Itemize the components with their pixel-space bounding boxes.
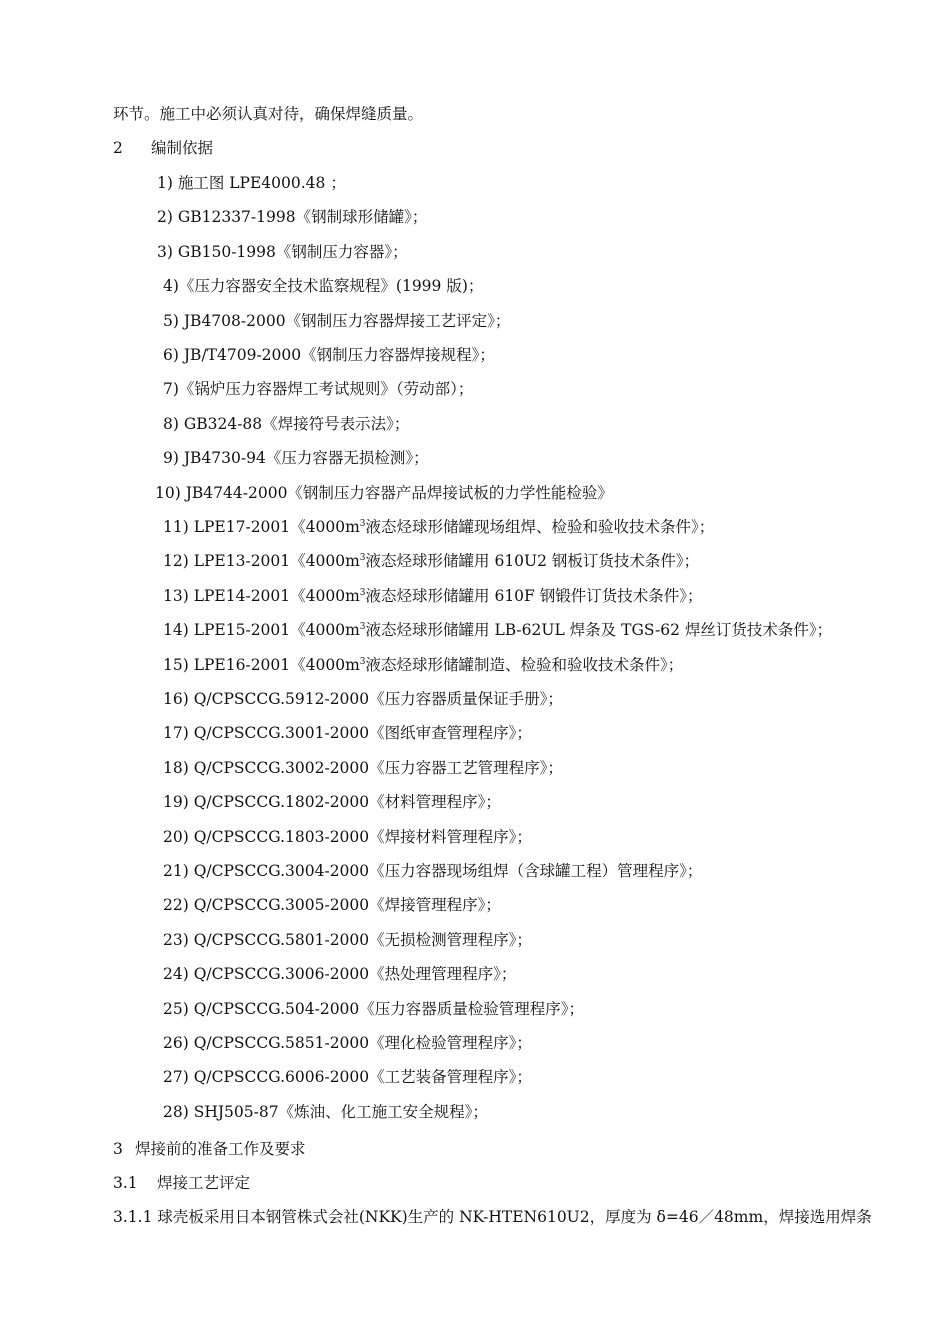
reference-text: 22) Q/CPSCCG.3005-2000《焊接管理程序》； [163,896,501,914]
reference-text: 25) Q/CPSCCG.504-2000《压力容器质量检验管理程序》； [163,1000,585,1018]
superscript: 3 [359,621,366,632]
reference-text: 16) Q/CPSCCG.5912-2000《压力容器质量保证手册》； [163,690,563,708]
superscript: 3 [359,656,366,667]
reference-text: 24) Q/CPSCCG.3006-2000《热处理管理程序》； [163,965,517,983]
reference-text: 5) JB4708-2000《钢制压力容器焊接工艺评定》； [163,312,511,330]
section-number: 3 [113,1140,123,1158]
reference-text: 2) GB12337-1998《钢制球形储罐》； [157,208,428,226]
reference-item [163,345,495,365]
reference-text: 20) Q/CPSCCG.1803-2000《焊接材料管理程序》； [163,828,532,846]
reference-text: 23) Q/CPSCCG.5801-2000《无损检测管理程序》； [163,931,532,949]
reference-text-pre: 12) LPE13-2001《4000m [163,552,360,570]
reference-item [163,1033,532,1053]
reference-text: 19) Q/CPSCCG.1802-2000《材料管理程序》； [163,793,501,811]
superscript: 3 [359,587,366,598]
paragraph-3-1-1: 3.1.1 球壳板采用日本钢管株式会社(NKK)生产的 NK-HTEN610U2，厚度为 δ=46／48mm，焊接选用焊条 [113,1208,872,1226]
reference-item [163,999,584,1019]
section-number: 2 [113,139,123,157]
reference-text: 26) Q/CPSCCG.5851-2000《理化检验管理程序》； [163,1034,532,1052]
reference-item [163,379,473,399]
reference-item [163,827,532,847]
reference-item [163,964,516,984]
reference-text-pre: 11) LPE17-2001《4000m [163,518,360,536]
reference-item [163,792,501,812]
reference-text-post: 液态烃球形储罐用 LB-62UL 焊条及 TGS-62 焊丝订货技术条件》； [365,621,833,639]
reference-text-post: 液态烃球形储罐用 610U2 钢板订货技术条件》； [365,552,700,570]
reference-item [163,655,683,675]
reference-text-post: 液态烃球形储罐制造、检验和验收技术条件》； [365,656,684,674]
reference-item [163,861,702,881]
reference-item [163,1102,488,1122]
reference-text: 27) Q/CPSCCG.6006-2000《工艺装备管理程序》； [163,1068,532,1086]
reference-item [163,723,532,743]
reference-text: 8) GB324-88《焊接符号表示法》； [163,415,410,433]
reference-item [163,895,501,915]
superscript: 3 [359,518,366,529]
superscript: 3 [359,552,366,563]
reference-item [163,620,832,640]
intro-line: 环节。施工中必须认真对待，确保焊缝质量。 [113,105,424,123]
reference-text-pre: 15) LPE16-2001《4000m [163,656,360,674]
reference-text-pre: 13) LPE14-2001《4000m [163,587,360,605]
reference-item [163,551,699,571]
reference-item [163,1067,532,1087]
reference-text-post: 液态烃球形储罐现场组焊、检验和验收技术条件》； [365,518,715,536]
reference-item [155,483,613,503]
reference-text: 3) GB150-1998《钢制压力容器》； [157,243,408,261]
reference-text: 28) SHJ505-87《炼油、化工施工安全规程》； [163,1103,488,1121]
section-3-1-heading [113,1173,250,1193]
reference-item [157,242,408,262]
reference-item [163,311,510,331]
reference-item [163,930,532,950]
section-title: 焊接工艺评定 [157,1174,251,1192]
reference-text: 10) JB4744-2000《钢制压力容器产品焊接试板的力学性能检验》 [155,484,613,502]
reference-item [163,414,409,434]
reference-item [163,276,483,296]
reference-text: 9) JB4730-94《压力容器无损检测》； [163,449,429,467]
reference-text: 6) JB/T4709-2000《钢制压力容器焊接规程》； [163,346,495,364]
reference-text: 4)《压力容器安全技术监察规程》(1999 版)； [163,277,484,295]
reference-item [163,758,563,778]
section-number: 3.1 [113,1174,138,1192]
section-title: 编制依据 [151,139,214,157]
section-title: 焊接前的准备工作及要求 [135,1140,306,1158]
reference-text: 17) Q/CPSCCG.3001-2000《图纸审查管理程序》； [163,724,532,742]
reference-item [163,517,714,537]
reference-item [157,207,427,227]
reference-item [163,689,563,709]
reference-text: 7)《锅炉压力容器焊工考试规则》（劳动部）； [163,380,474,398]
reference-item [157,173,346,193]
reference-text: 1) 施工图 LPE4000.48 ； [157,174,346,192]
reference-text: 18) Q/CPSCCG.3002-2000《压力容器工艺管理程序》； [163,759,563,777]
reference-text: 21) Q/CPSCCG.3004-2000《压力容器现场组焊（含球罐工程）管理程序》； [163,862,703,880]
reference-item [163,586,702,606]
section-2-heading [113,138,213,158]
section-3-heading [113,1139,306,1159]
reference-item [163,448,429,468]
reference-text-pre: 14) LPE15-2001《4000m [163,621,360,639]
reference-text-post: 液态烃球形储罐用 610F 钢锻件订货技术条件》； [365,587,703,605]
